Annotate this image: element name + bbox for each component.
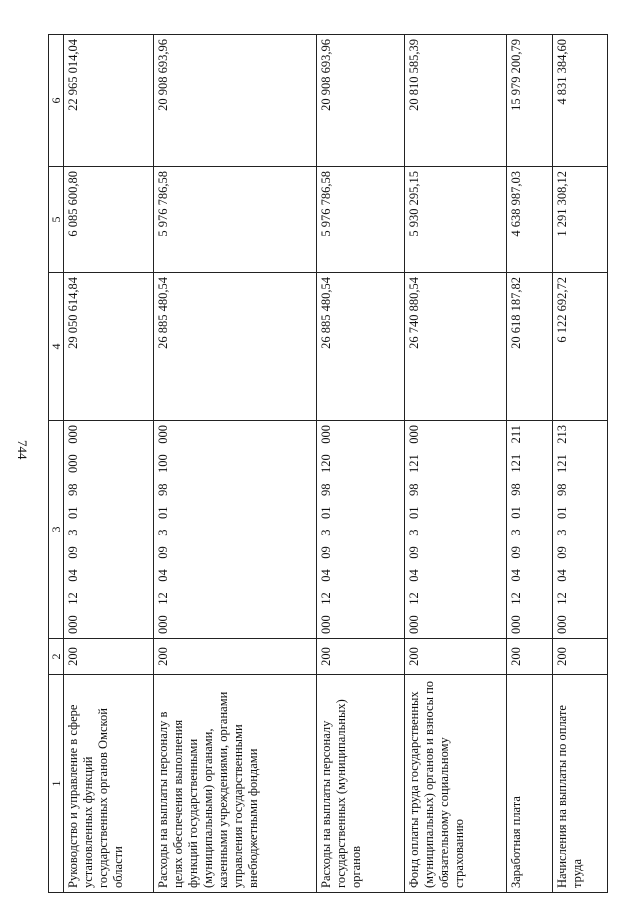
code-segment: 3 <box>406 529 421 536</box>
code-segment: 04 <box>319 569 334 582</box>
code-segment: 000 <box>509 615 524 634</box>
code-segment: 09 <box>66 546 80 559</box>
header-cell: 4 <box>49 273 64 421</box>
budget-classification-code <box>555 425 570 634</box>
code-segment: 000 <box>319 615 334 634</box>
code-segment: 01 <box>66 506 80 519</box>
table-row <box>404 35 507 893</box>
header-cell: 6 <box>49 35 64 167</box>
row-name-cell: Расходы на выплаты персоналу в целях обеспечения выполнения функций государственными (муниципальными) органами, казенными учреждениями, органами управления государственными внебюджетными фондами <box>153 675 317 893</box>
code-segment: 09 <box>155 546 170 559</box>
row-name-cell: Расходы на выплаты персоналу государственных (муниципальных) органов <box>317 675 404 893</box>
code-segment: 121 <box>406 454 421 473</box>
code-segment: 000 <box>66 615 80 634</box>
code-segment: 01 <box>406 506 421 519</box>
header-cell: 5 <box>49 167 64 273</box>
code-segment: 121 <box>555 454 570 473</box>
row-code2-cell: 200 <box>404 639 507 675</box>
budget-classification-code <box>319 425 334 634</box>
code-segment: 01 <box>155 506 170 519</box>
table-row <box>153 35 317 893</box>
code-segment: 04 <box>66 569 80 582</box>
row-code3-cell <box>553 421 608 639</box>
row-name-cell: Начисления на выплаты по оплате труда <box>553 675 608 893</box>
row-name-cell: Фонд оплаты труда государственных (муниципальных) органов и взносы по обязательному социальному страхованию <box>404 675 507 893</box>
row-code2-cell: 200 <box>317 639 404 675</box>
row-name-cell: Заработная плата <box>507 675 553 893</box>
code-segment: 000 <box>155 425 170 444</box>
code-segment: 98 <box>155 483 170 496</box>
table-row <box>507 35 553 893</box>
code-segment: 000 <box>319 425 334 444</box>
code-segment: 01 <box>555 506 570 519</box>
header-cell: 2 <box>49 639 64 675</box>
code-segment: 000 <box>66 425 80 444</box>
budget-classification-code <box>407 425 422 634</box>
code-segment: 98 <box>319 483 334 496</box>
row-value6-cell: 20 908 693,96 <box>153 35 317 167</box>
row-code3-cell <box>153 421 317 639</box>
row-value6-cell: 4 831 384,60 <box>553 35 608 167</box>
code-segment: 3 <box>555 529 570 536</box>
row-value5-cell: 5 930 295,15 <box>404 167 507 273</box>
header-cell: 1 <box>49 675 64 893</box>
row-name-cell: Руководство и управление в сфере установленных функций государственных органов Омской области <box>64 675 154 893</box>
code-segment: 09 <box>319 546 334 559</box>
budget-table <box>48 34 608 893</box>
row-value4-cell: 20 618 187,82 <box>507 273 553 421</box>
code-segment: 000 <box>66 454 80 473</box>
row-code2-cell: 200 <box>153 639 317 675</box>
row-value5-cell: 1 291 308,12 <box>553 167 608 273</box>
table-row <box>317 35 404 893</box>
code-segment: 120 <box>319 454 334 473</box>
table-row <box>64 35 154 893</box>
code-segment: 98 <box>406 483 421 496</box>
row-value5-cell: 6 085 600,80 <box>64 167 154 273</box>
code-segment: 98 <box>66 483 80 496</box>
budget-classification-code <box>66 425 81 634</box>
code-segment: 04 <box>509 569 524 582</box>
code-segment: 3 <box>155 529 170 536</box>
row-value4-cell: 29 050 614,84 <box>64 273 154 421</box>
table-row <box>553 35 608 893</box>
code-segment: 3 <box>66 529 80 536</box>
code-segment: 3 <box>509 529 524 536</box>
row-value5-cell: 5 976 786,58 <box>317 167 404 273</box>
code-segment: 12 <box>555 592 570 605</box>
row-value6-cell: 20 810 585,39 <box>404 35 507 167</box>
budget-classification-code <box>156 425 171 634</box>
code-segment: 211 <box>509 425 524 444</box>
code-segment: 01 <box>319 506 334 519</box>
code-segment: 12 <box>319 592 334 605</box>
row-code2-cell: 200 <box>507 639 553 675</box>
code-segment: 000 <box>406 615 421 634</box>
page-number: 744 <box>15 440 30 460</box>
row-value4-cell: 6 122 692,72 <box>553 273 608 421</box>
code-segment: 100 <box>155 454 170 473</box>
code-segment: 000 <box>406 425 421 444</box>
code-segment: 000 <box>155 615 170 634</box>
row-value4-cell: 26 740 880,54 <box>404 273 507 421</box>
code-segment: 09 <box>509 546 524 559</box>
row-code3-cell <box>64 421 154 639</box>
code-segment: 213 <box>555 425 570 444</box>
row-code3-cell <box>317 421 404 639</box>
row-code2-cell: 200 <box>64 639 154 675</box>
row-value6-cell: 20 908 693,96 <box>317 35 404 167</box>
code-segment: 3 <box>319 529 334 536</box>
code-segment: 04 <box>155 569 170 582</box>
code-segment: 98 <box>509 483 524 496</box>
code-segment: 09 <box>555 546 570 559</box>
row-value4-cell: 26 885 480,54 <box>153 273 317 421</box>
code-segment: 12 <box>155 592 170 605</box>
row-value6-cell: 22 965 014,04 <box>64 35 154 167</box>
row-value5-cell: 4 638 987,03 <box>507 167 553 273</box>
code-segment: 12 <box>66 592 80 605</box>
row-value5-cell: 5 976 786,58 <box>153 167 317 273</box>
code-segment: 12 <box>509 592 524 605</box>
code-segment: 04 <box>555 569 570 582</box>
table-wrapper <box>48 35 608 893</box>
header-cell: 3 <box>49 421 64 639</box>
row-value6-cell: 15 979 200,79 <box>507 35 553 167</box>
code-segment: 04 <box>406 569 421 582</box>
code-segment: 121 <box>509 453 524 473</box>
row-code3-cell <box>507 421 553 639</box>
row-value4-cell: 26 885 480,54 <box>317 273 404 421</box>
budget-classification-code <box>509 425 524 634</box>
row-code2-cell: 200 <box>553 639 608 675</box>
code-segment: 12 <box>406 592 421 605</box>
code-segment: 09 <box>406 546 421 559</box>
code-segment: 000 <box>555 615 570 634</box>
header-row <box>49 35 64 893</box>
code-segment: 01 <box>509 506 524 519</box>
row-code3-cell <box>404 421 507 639</box>
code-segment: 98 <box>555 483 570 496</box>
